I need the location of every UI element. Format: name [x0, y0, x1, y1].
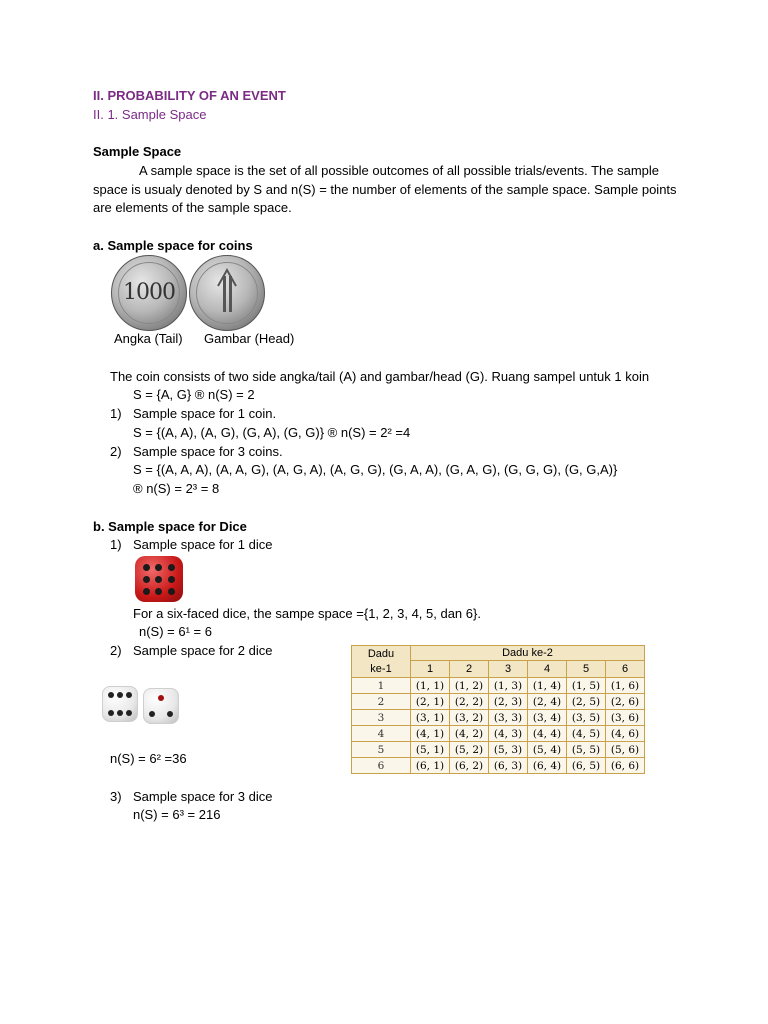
- table-row: [352, 678, 645, 694]
- coins-description: The coin consists of two side angka/tail (A) and gambar/head (G). Ruang sampel untuk 1 koin: [110, 369, 650, 384]
- coin-value: 1000: [123, 280, 175, 305]
- table-cell: (1, 6): [606, 678, 645, 694]
- table-cell: (5, 4): [528, 742, 567, 758]
- dice-item2: Sample space for 2 dice: [133, 643, 273, 658]
- table-cell: (2, 3): [489, 694, 528, 710]
- coin-caption-tail: Angka (Tail): [114, 331, 183, 346]
- table-cell: (5, 5): [567, 742, 606, 758]
- table-column-header: 6: [606, 661, 645, 678]
- table-row: [352, 726, 645, 742]
- table-cell: (1, 4): [528, 678, 567, 694]
- table-row: [352, 694, 645, 710]
- table-cell: (6, 4): [528, 758, 567, 774]
- two-dice-table: [351, 645, 645, 774]
- dice-item2-number: 2): [110, 643, 122, 658]
- table-column-header: 1: [411, 661, 450, 678]
- coins-formula: S = {A, G} ® n(S) = 2: [133, 387, 255, 402]
- table-cell: (4, 6): [606, 726, 645, 742]
- dice-item3-formula: n(S) = 6³ = 216: [133, 807, 221, 822]
- dice-title: b. Sample space for Dice: [93, 519, 247, 534]
- table-row-header: 5: [352, 742, 411, 758]
- table-cell: (2, 5): [567, 694, 606, 710]
- dice-item1: Sample space for 1 dice: [133, 537, 273, 552]
- table-cell: (3, 6): [606, 710, 645, 726]
- coins-item1-formula: S = {(A, A), (A, G), (G, A), (G, G)} ® n(S) = 2² =4: [133, 425, 411, 440]
- table-cell: (3, 5): [567, 710, 606, 726]
- table-cell: (6, 1): [411, 758, 450, 774]
- table-cell: (1, 1): [411, 678, 450, 694]
- table-cell: (6, 6): [606, 758, 645, 774]
- coins-item2-formula: S = {(A, A, A), (A, A, G), (A, G, A), (A, G, G), (G, A, A), (G, A, G), (G, G, G), (G, G,A)}: [133, 462, 618, 477]
- page-heading: II. PROBABILITY OF AN EVENT: [93, 88, 286, 103]
- table-top-header: Dadu ke-2: [411, 646, 645, 661]
- table-cell: (3, 2): [450, 710, 489, 726]
- table-row: [352, 710, 645, 726]
- table-row: [352, 742, 645, 758]
- page-subheading: II. 1. Sample Space: [93, 107, 207, 122]
- table-cell: (1, 3): [489, 678, 528, 694]
- coins-item1-number: 1): [110, 406, 122, 421]
- coins-item2-result: ® n(S) = 2³ = 8: [133, 481, 220, 496]
- corner-line1: Dadu: [367, 647, 395, 660]
- corner-line2: ke-1: [370, 662, 392, 675]
- table-column-header: 3: [489, 661, 528, 678]
- table-cell: (5, 1): [411, 742, 450, 758]
- table-cell: (6, 5): [567, 758, 606, 774]
- table-corner-header: [352, 646, 411, 678]
- table-cell: (1, 5): [567, 678, 606, 694]
- coins-item2-number: 2): [110, 444, 122, 459]
- table-row-header: 1: [352, 678, 411, 694]
- dice-item3-number: 3): [110, 789, 122, 804]
- table-row: [352, 758, 645, 774]
- table-cell: (3, 1): [411, 710, 450, 726]
- intro-text: A sample space is the set of all possible outcomes of all possible trials/events. The sample space is usualy denoted by S and n(S) = the number of elements of the sample space. Sample points are elements of the sample space.: [93, 163, 677, 216]
- table-cell: (2, 6): [606, 694, 645, 710]
- coin-head-image: [189, 255, 265, 331]
- table-cell: (6, 3): [489, 758, 528, 774]
- table-cell: (2, 1): [411, 694, 450, 710]
- table-cell: (4, 5): [567, 726, 606, 742]
- table-cell: (2, 4): [528, 694, 567, 710]
- table-cell: (2, 2): [450, 694, 489, 710]
- table-column-header: 4: [528, 661, 567, 678]
- section-title: Sample Space: [93, 144, 182, 159]
- intro-paragraph: [93, 162, 683, 218]
- dice-item1-description: For a six-faced dice, the sampe space ={1, 2, 3, 4, 5, dan 6}.: [133, 606, 481, 621]
- table-row-header: 2: [352, 694, 411, 710]
- coins-title: a. Sample space for coins: [93, 238, 253, 253]
- coins-item1: Sample space for 1 coin.: [133, 406, 277, 421]
- dice-item1-number: 1): [110, 537, 122, 552]
- table-cell: (4, 1): [411, 726, 450, 742]
- table-cell: (3, 4): [528, 710, 567, 726]
- table-cell: (1, 2): [450, 678, 489, 694]
- table-cell: (4, 4): [528, 726, 567, 742]
- coin-caption-head: Gambar (Head): [204, 331, 295, 346]
- table-cell: (5, 2): [450, 742, 489, 758]
- coins-item2: Sample space for 3 coins.: [133, 444, 283, 459]
- table-cell: (6, 2): [450, 758, 489, 774]
- table-column-header: 5: [567, 661, 606, 678]
- dice-item3: Sample space for 3 dice: [133, 789, 273, 804]
- coin-head-emblem: [190, 256, 264, 330]
- red-die-image: [135, 556, 183, 602]
- table-cell: (5, 6): [606, 742, 645, 758]
- coin-tail-image: [111, 255, 187, 331]
- table-cell: (3, 3): [489, 710, 528, 726]
- table-row-header: 6: [352, 758, 411, 774]
- table-column-header: 2: [450, 661, 489, 678]
- dice-item2-formula: n(S) = 6² =36: [110, 751, 187, 766]
- table-row-header: 4: [352, 726, 411, 742]
- table-row-header: 3: [352, 710, 411, 726]
- table-cell: (5, 3): [489, 742, 528, 758]
- table-cell: (4, 2): [450, 726, 489, 742]
- table-cell: (4, 3): [489, 726, 528, 742]
- dice-item1-formula: n(S) = 6¹ = 6: [139, 624, 212, 639]
